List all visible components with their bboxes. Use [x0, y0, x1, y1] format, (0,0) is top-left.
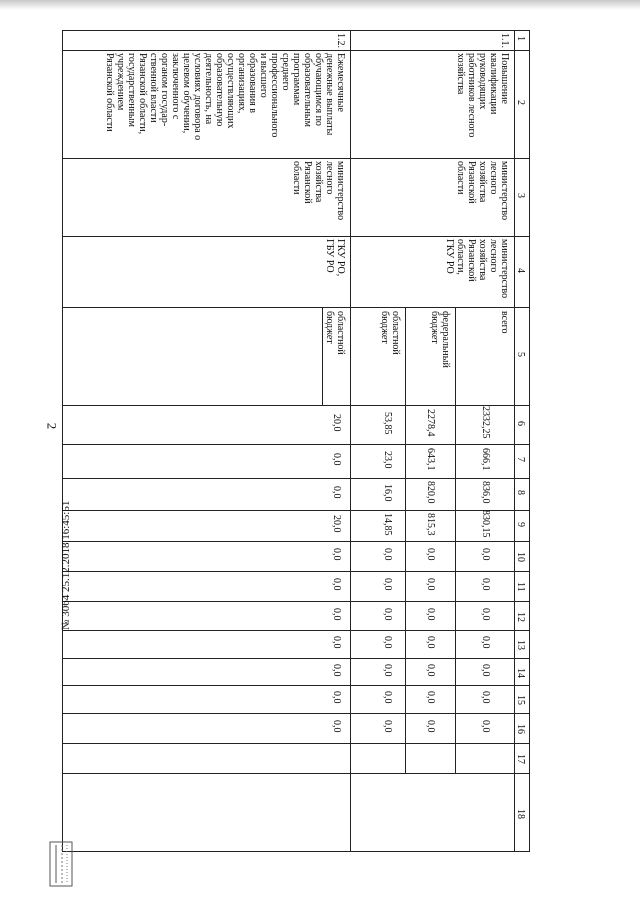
table-rule	[350, 30, 351, 852]
row-name: осуществляющих	[225, 53, 236, 129]
row-executor: хозяйства	[477, 161, 488, 203]
row-name: Рязанской области,	[137, 53, 148, 135]
row-name: образовательную	[214, 53, 225, 127]
budget-value: 0,0	[331, 720, 342, 733]
office-stamp-icon	[48, 840, 74, 888]
budget-value: 0,0	[331, 453, 342, 466]
budget-value: 0,0	[479, 548, 491, 561]
table-rule	[62, 307, 530, 308]
funding-source: всего	[499, 311, 510, 334]
table-rule	[62, 658, 530, 659]
row-name: целевом обучении,	[181, 53, 192, 134]
row-executor: министерство	[499, 161, 510, 221]
scan-top-edge	[0, 0, 640, 10]
budget-value: 0,0	[381, 636, 393, 649]
budget-value: 23,0	[381, 450, 393, 469]
column-number: 4	[515, 267, 526, 273]
table-rule	[62, 50, 530, 51]
row-executor: хозяйства	[313, 161, 324, 203]
table-rule	[62, 851, 530, 852]
budget-value: 0,0	[425, 636, 436, 649]
row-name: профессионального	[269, 53, 280, 138]
column-number: 2	[515, 100, 526, 105]
column-number: 9	[515, 521, 526, 527]
row-participant: ГБУ РО	[324, 239, 335, 273]
budget-value: 836,0	[479, 481, 491, 504]
table-rule	[62, 713, 530, 714]
budget-value: 0,0	[479, 636, 491, 649]
row-name: условиях договора о	[192, 53, 203, 141]
row-name: квалификации	[488, 53, 499, 115]
budget-table	[62, 30, 530, 852]
budget-value: 20,0	[331, 515, 342, 533]
row-name: обучающимся по	[313, 53, 324, 126]
funding-source: областной	[335, 311, 346, 355]
budget-value: 16,0	[381, 483, 393, 502]
budget-value: 643,1	[425, 448, 436, 471]
funding-source: областной	[390, 311, 401, 355]
budget-value: 0,0	[381, 663, 393, 677]
column-number: 10	[515, 552, 526, 562]
row-name: хозяйства	[455, 53, 466, 95]
column-number: 5	[515, 352, 526, 357]
table-rule	[62, 478, 530, 479]
table-rule	[529, 30, 530, 852]
budget-value: 0,0	[331, 607, 342, 621]
table-rule	[62, 541, 530, 542]
row-name: образования в	[247, 53, 258, 113]
funding-source: бюджет	[429, 311, 440, 344]
budget-value: 830,15	[479, 509, 491, 538]
row-name: работников лесного	[466, 53, 477, 138]
budget-value: 0,0	[479, 607, 491, 621]
row-number: 1.1.	[499, 33, 510, 48]
table-rule	[62, 158, 530, 159]
column-number: 3	[515, 193, 526, 198]
table-rule	[62, 30, 530, 31]
row-participant: министерство	[499, 239, 510, 299]
budget-value: 0,0	[331, 691, 342, 704]
row-participant: ГКУ РО,	[335, 239, 346, 277]
column-number: 11	[515, 582, 526, 592]
budget-value: 2332,25	[479, 406, 491, 439]
table-rule	[62, 510, 530, 511]
column-number: 18	[515, 808, 526, 819]
row-name: органом государ-	[159, 53, 170, 127]
row-name: ственной власти	[148, 53, 159, 123]
row-name: и высшего	[258, 53, 269, 98]
budget-value: 0,0	[331, 663, 342, 677]
budget-value: 0,0	[381, 578, 393, 591]
column-number: 15	[515, 695, 526, 705]
table-rule	[62, 444, 530, 445]
column-number: 14	[515, 667, 526, 678]
table-rule	[62, 630, 530, 631]
row-executor: области	[291, 161, 302, 195]
row-executor: области	[455, 161, 466, 195]
row-name: государственным	[126, 53, 137, 127]
table-rule	[62, 685, 530, 686]
budget-value: 0,0	[331, 578, 342, 591]
column-number: 7	[515, 457, 526, 462]
row-participant: лесного	[488, 239, 499, 273]
budget-value: 0,0	[479, 578, 491, 591]
budget-value: 666,1	[479, 448, 491, 471]
budget-value: 0,0	[381, 548, 393, 561]
row-executor: министерство	[335, 161, 346, 221]
table-rule	[62, 30, 63, 852]
budget-value: 0,0	[479, 663, 491, 677]
budget-value: 0,0	[479, 720, 491, 733]
row-name: Повышение	[499, 53, 510, 104]
column-number: 6	[515, 420, 526, 426]
column-number: 13	[515, 640, 526, 650]
table-rule	[62, 405, 530, 406]
table-rule	[405, 307, 406, 773]
budget-value: 0,0	[425, 720, 436, 733]
budget-value: 0,0	[381, 720, 393, 733]
document-stamp-footer: № 3064 25.12.2018 16:45:51	[60, 500, 72, 630]
funding-source: бюджет	[379, 311, 390, 344]
column-number: 12	[515, 611, 526, 622]
row-name: среднего	[280, 53, 291, 91]
budget-value: 0,0	[331, 548, 342, 561]
row-number: 1.2.	[335, 33, 346, 48]
budget-value: 0,0	[381, 691, 393, 704]
column-number: 16	[515, 724, 526, 734]
budget-value: 20,0	[331, 414, 342, 432]
funding-source: бюджет	[324, 311, 335, 344]
row-executor: лесного	[324, 161, 335, 195]
row-executor: Рязанской	[302, 161, 313, 204]
budget-value: 0,0	[479, 691, 491, 704]
row-name: организациях,	[236, 53, 247, 114]
row-name: денежные выплаты	[324, 53, 335, 136]
row-name: Ежемесячные	[335, 53, 346, 112]
budget-value: 0,0	[425, 607, 436, 621]
budget-value: 820,0	[425, 481, 436, 504]
column-number: 8	[515, 490, 526, 495]
budget-value: 0,0	[425, 578, 436, 591]
table-rule	[62, 571, 530, 572]
budget-value: 815,3	[425, 512, 436, 535]
column-number: 17	[515, 754, 526, 764]
row-name: заключенного с	[170, 53, 181, 120]
row-participant: области,	[455, 239, 466, 275]
budget-value: 2278,4	[425, 408, 436, 437]
table-rule	[62, 773, 530, 774]
row-name: руководящих	[477, 53, 488, 110]
funding-source: федеральный	[440, 311, 451, 368]
budget-value: 0,0	[425, 548, 436, 561]
row-name: образовательным	[302, 53, 313, 127]
budget-value: 0,0	[425, 691, 436, 704]
row-name: деятельность, на	[203, 53, 214, 125]
row-name: программам	[291, 53, 302, 106]
table-rule	[322, 307, 323, 405]
column-number: 1	[515, 36, 526, 41]
row-executor: Рязанской	[466, 161, 477, 204]
row-participant: хозяйства	[477, 239, 488, 281]
table-rule	[62, 236, 530, 237]
page-number: 2	[44, 422, 60, 430]
budget-value: 0,0	[331, 636, 342, 649]
table-rule	[62, 601, 530, 602]
table-rule	[455, 307, 456, 773]
row-participant: Рязанской	[466, 239, 477, 282]
budget-value: 0,0	[425, 663, 436, 677]
table-rule	[62, 743, 530, 744]
budget-value: 53,85	[381, 411, 393, 434]
row-name: Рязанской области	[104, 53, 115, 132]
budget-value: 0,0	[331, 486, 342, 499]
row-executor: лесного	[488, 161, 499, 195]
row-participant: ГКУ РО	[444, 239, 455, 274]
budget-value: 14,85	[381, 512, 393, 535]
row-name: учреждением	[115, 53, 126, 111]
budget-value: 0,0	[381, 607, 393, 621]
